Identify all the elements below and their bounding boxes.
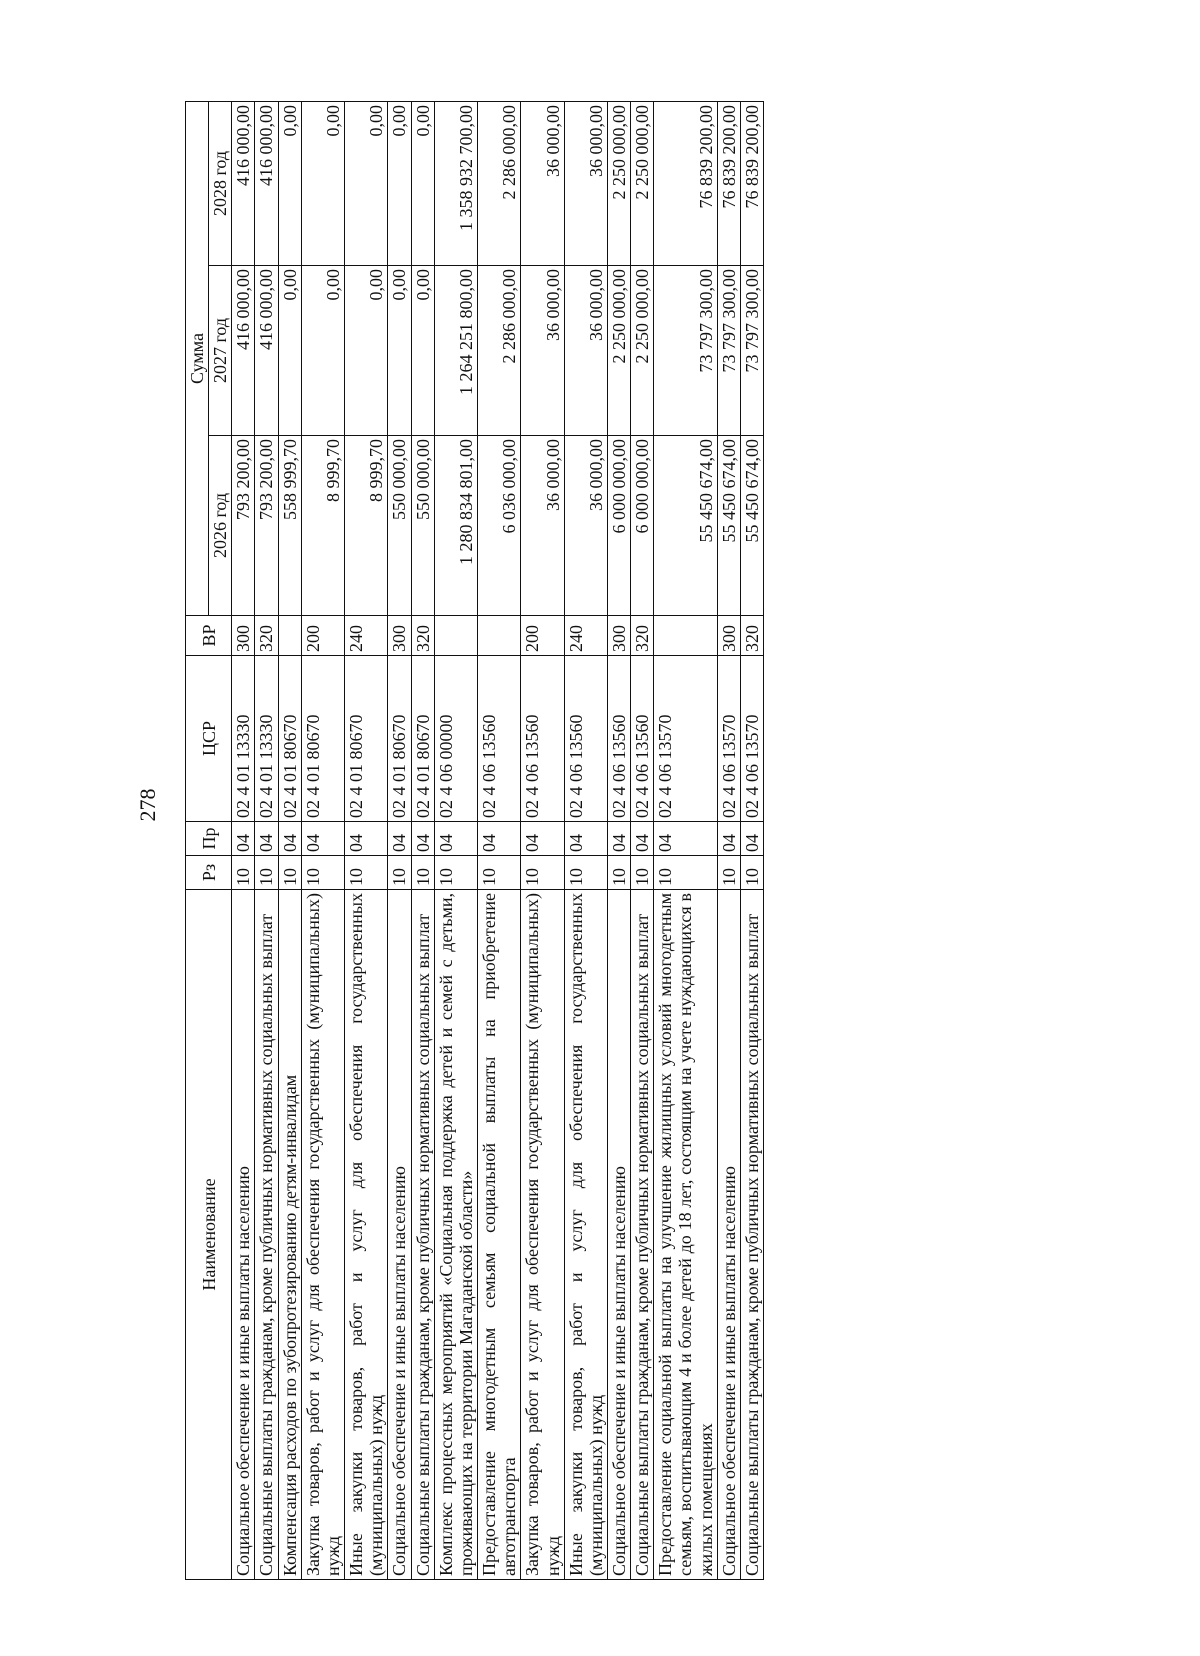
cell-csr: 02 4 06 13570: [740, 656, 763, 822]
cell-sum-2028: 1 358 932 700,00: [434, 101, 477, 265]
cell-sum-2026: 36 000,00: [564, 436, 607, 616]
cell-name: Социальные выплаты гражданам, кроме публичных нормативных социальных выплат: [411, 890, 434, 1580]
cell-sum-2027: 36 000,00: [564, 266, 607, 436]
header-name: Наименование: [186, 890, 232, 1580]
cell-pr: 04: [301, 822, 344, 856]
cell-sum-2026: 8 999,70: [301, 436, 344, 616]
cell-pr: 04: [232, 822, 255, 856]
cell-pr: 04: [478, 822, 521, 856]
cell-name: Социальные выплаты гражданам, кроме публичных нормативных социальных выплат: [740, 890, 763, 1580]
cell-rz: 10: [631, 856, 654, 890]
cell-sum-2026: 6 000 000,00: [631, 436, 654, 616]
cell-sum-2028: 416 000,00: [255, 101, 278, 265]
cell-rz: 10: [255, 856, 278, 890]
cell-pr: 04: [411, 822, 434, 856]
cell-sum-2026: 793 200,00: [232, 436, 255, 616]
cell-vr: 240: [345, 616, 388, 656]
cell-rz: 10: [232, 856, 255, 890]
cell-rz: 10: [345, 856, 388, 890]
cell-rz: 10: [388, 856, 411, 890]
cell-name: Закупка товаров, работ и услуг для обеспечения государственных (муниципальных) нужд: [521, 890, 564, 1580]
cell-name: Иные закупки товаров, работ и услуг для обеспечения государственных (муниципальных) нужд: [564, 890, 607, 1580]
cell-vr: 320: [631, 616, 654, 656]
cell-name: Социальное обеспечение и иные выплаты населению: [388, 890, 411, 1580]
table-row: [411, 101, 434, 1579]
cell-sum-2026: 550 000,00: [411, 436, 434, 616]
rotated-table-wrapper: [185, 102, 1200, 1580]
cell-name: Социальное обеспечение и иные выплаты населению: [607, 890, 630, 1580]
table-row: [717, 101, 740, 1579]
cell-csr: 02 4 06 00000: [434, 656, 477, 822]
cell-name: Социальные выплаты гражданам, кроме публичных нормативных социальных выплат: [255, 890, 278, 1580]
header-2027: 2027 год: [209, 266, 232, 436]
cell-pr: 04: [521, 822, 564, 856]
table-row: [301, 101, 344, 1579]
cell-rz: 10: [278, 856, 301, 890]
cell-vr: 320: [740, 616, 763, 656]
table-row: [607, 101, 630, 1579]
cell-name: Иные закупки товаров, работ и услуг для обеспечения государственных (муниципальных) нужд: [345, 890, 388, 1580]
cell-vr: 300: [388, 616, 411, 656]
cell-vr: 300: [607, 616, 630, 656]
cell-sum-2028: 76 839 200,00: [654, 101, 717, 265]
cell-name: Комплекс процессных мероприятий «Социальная поддержка детей и семей с детьми, проживающих на территории Магаданской области»: [434, 890, 477, 1580]
cell-name: Предоставление многодетным семьям социальной выплаты на приобретение автотранспорта: [478, 890, 521, 1580]
budget-table: [185, 101, 764, 1580]
cell-rz: 10: [434, 856, 477, 890]
cell-rz: 10: [740, 856, 763, 890]
header-sum-group: Сумма: [186, 101, 209, 615]
table-row: [232, 101, 255, 1579]
cell-sum-2028: 416 000,00: [232, 101, 255, 265]
cell-vr: 320: [411, 616, 434, 656]
cell-sum-2026: 1 280 834 801,00: [434, 436, 477, 616]
cell-pr: 04: [388, 822, 411, 856]
cell-csr: 02 4 06 13560: [607, 656, 630, 822]
table-row: [564, 101, 607, 1579]
cell-sum-2026: 55 450 674,00: [717, 436, 740, 616]
cell-csr: 02 4 06 13570: [654, 656, 717, 822]
cell-vr: [478, 616, 521, 656]
cell-rz: 10: [607, 856, 630, 890]
cell-name: Компенсация расходов по зубопротезированию детям-инвалидам: [278, 890, 301, 1580]
cell-pr: 04: [255, 822, 278, 856]
cell-rz: 10: [717, 856, 740, 890]
cell-sum-2028: 2 250 000,00: [631, 101, 654, 265]
cell-sum-2028: 0,00: [278, 101, 301, 265]
table-row: [388, 101, 411, 1579]
cell-sum-2028: 0,00: [301, 101, 344, 265]
cell-rz: 10: [478, 856, 521, 890]
cell-sum-2026: 6 036 000,00: [478, 436, 521, 616]
cell-sum-2027: 1 264 251 800,00: [434, 266, 477, 436]
cell-sum-2028: 36 000,00: [564, 101, 607, 265]
cell-pr: 04: [607, 822, 630, 856]
cell-sum-2027: 416 000,00: [255, 266, 278, 436]
table-row: [631, 101, 654, 1579]
cell-name: Предоставление социальной выплаты на улучшение жилищных условий многодетным семьям, воспитывающим 4 и более детей до 18 лет, состоящим на учете нуждающихся в жилых помещениях: [654, 890, 717, 1580]
cell-csr: 02 4 01 80670: [301, 656, 344, 822]
table-row: [521, 101, 564, 1579]
table-row: [345, 101, 388, 1579]
cell-vr: [278, 616, 301, 656]
cell-sum-2027: 2 250 000,00: [607, 266, 630, 436]
cell-name: Закупка товаров, работ и услуг для обеспечения государственных (муниципальных) нужд: [301, 890, 344, 1580]
cell-vr: 300: [232, 616, 255, 656]
cell-name: Социальные выплаты гражданам, кроме публичных нормативных социальных выплат: [631, 890, 654, 1580]
cell-csr: 02 4 01 13330: [232, 656, 255, 822]
cell-pr: 04: [654, 822, 717, 856]
table-row: [478, 101, 521, 1579]
cell-sum-2027: 0,00: [301, 266, 344, 436]
cell-csr: 02 4 06 13560: [478, 656, 521, 822]
cell-sum-2027: 73 797 300,00: [654, 266, 717, 436]
cell-sum-2028: 36 000,00: [521, 101, 564, 265]
header-csr: ЦСР: [186, 656, 232, 822]
cell-csr: 02 4 06 13560: [631, 656, 654, 822]
cell-sum-2026: 8 999,70: [345, 436, 388, 616]
cell-vr: 300: [717, 616, 740, 656]
cell-sum-2027: 36 000,00: [521, 266, 564, 436]
cell-vr: 200: [301, 616, 344, 656]
cell-sum-2028: 0,00: [388, 101, 411, 265]
cell-sum-2028: 2 250 000,00: [607, 101, 630, 265]
cell-csr: 02 4 01 80670: [411, 656, 434, 822]
header-rz: Рз: [186, 856, 232, 890]
table-body: [232, 101, 764, 1579]
cell-csr: 02 4 01 80670: [388, 656, 411, 822]
cell-sum-2026: 36 000,00: [521, 436, 564, 616]
cell-vr: 320: [255, 616, 278, 656]
cell-rz: 10: [564, 856, 607, 890]
header-row-top: [186, 101, 209, 1579]
cell-csr: 02 4 06 13570: [717, 656, 740, 822]
cell-pr: 04: [278, 822, 301, 856]
table-row: [434, 101, 477, 1579]
header-2026: 2026 год: [209, 436, 232, 616]
header-pr: Пр: [186, 822, 232, 856]
cell-sum-2028: 76 839 200,00: [717, 101, 740, 265]
cell-pr: 04: [631, 822, 654, 856]
cell-sum-2027: 0,00: [345, 266, 388, 436]
cell-vr: [434, 616, 477, 656]
cell-vr: 200: [521, 616, 564, 656]
cell-pr: 04: [717, 822, 740, 856]
cell-rz: 10: [521, 856, 564, 890]
cell-sum-2026: 6 000 000,00: [607, 436, 630, 616]
cell-sum-2026: 558 999,70: [278, 436, 301, 616]
cell-sum-2028: 2 286 000,00: [478, 101, 521, 265]
cell-sum-2027: 2 250 000,00: [631, 266, 654, 436]
header-2028: 2028 год: [209, 101, 232, 265]
cell-sum-2027: 73 797 300,00: [740, 266, 763, 436]
cell-sum-2027: 0,00: [411, 266, 434, 436]
cell-rz: 10: [411, 856, 434, 890]
cell-pr: 04: [434, 822, 477, 856]
cell-rz: 10: [654, 856, 717, 890]
cell-sum-2028: 0,00: [411, 101, 434, 265]
table-row: [278, 101, 301, 1579]
cell-sum-2027: 2 286 000,00: [478, 266, 521, 436]
cell-name: Социальное обеспечение и иные выплаты населению: [232, 890, 255, 1580]
cell-sum-2026: 55 450 674,00: [740, 436, 763, 616]
table-row: [255, 101, 278, 1579]
cell-pr: 04: [564, 822, 607, 856]
cell-sum-2026: 55 450 674,00: [654, 436, 717, 616]
cell-sum-2027: 73 797 300,00: [717, 266, 740, 436]
cell-rz: 10: [301, 856, 344, 890]
cell-csr: 02 4 01 13330: [255, 656, 278, 822]
cell-sum-2027: 0,00: [278, 266, 301, 436]
table-stage: [185, 102, 1200, 1580]
cell-sum-2028: 0,00: [345, 101, 388, 265]
cell-csr: 02 4 01 80670: [345, 656, 388, 822]
cell-csr: 02 4 06 13560: [564, 656, 607, 822]
table-row: [740, 101, 763, 1579]
cell-csr: 02 4 01 80670: [278, 656, 301, 822]
header-vr: ВР: [186, 616, 232, 656]
cell-sum-2027: 416 000,00: [232, 266, 255, 436]
table-row: [654, 101, 717, 1579]
cell-csr: 02 4 06 13560: [521, 656, 564, 822]
cell-vr: [654, 616, 717, 656]
cell-sum-2026: 550 000,00: [388, 436, 411, 616]
page-number: 278: [135, 788, 160, 822]
cell-name: Социальное обеспечение и иные выплаты населению: [717, 890, 740, 1580]
cell-pr: 04: [740, 822, 763, 856]
cell-pr: 04: [345, 822, 388, 856]
cell-sum-2026: 793 200,00: [255, 436, 278, 616]
cell-vr: 240: [564, 616, 607, 656]
cell-sum-2028: 76 839 200,00: [740, 101, 763, 265]
cell-sum-2027: 0,00: [388, 266, 411, 436]
